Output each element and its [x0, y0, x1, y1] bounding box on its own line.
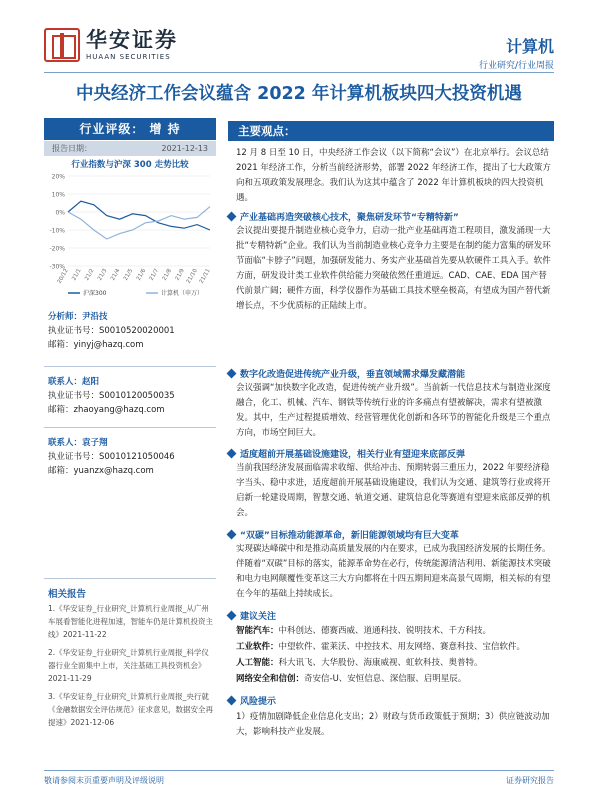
chart-x-tick-label: 21/9 [174, 268, 186, 282]
risk-heading [228, 694, 558, 707]
recommendation-heading [228, 609, 558, 622]
chart-x-tick-label: 21/7 [148, 268, 161, 282]
chart-x-tick-label: 21/8 [161, 268, 174, 282]
company-logo [44, 28, 204, 62]
section-heading-text: “双碳”目标推动能源革命，新旧能源领域均有巨大变革 [240, 531, 459, 541]
report-type: 行业研究/行业周报 [478, 61, 554, 71]
chart-x-tick-label: 21/4 [109, 268, 122, 282]
sector-label: 计算机 [505, 37, 554, 56]
report-date-value: 2021-12-13 [161, 144, 208, 153]
chart-x-tick-label: 21/11 [198, 268, 212, 285]
intro-paragraph: 12 月 8 日至 10 日，中央经济工作会议（以下简称“会议”）在北京举行。会议总结 2021 年经济工作，分析当前经济形势，部署 2022 年经济工作，提出了七大政策方向和五项政策发展理念。我们认为这其中蕴含了 2022 年计算机板块的四大投资机遇。 [236, 148, 551, 203]
contact-name: 袁子翔 [82, 438, 108, 448]
risk-heading-text: 风险提示 [240, 697, 277, 707]
analyst-cert: 执业证书号：S0010520020001 [48, 326, 175, 336]
recommendation-value: 科大讯飞、大华股份、海康威视、虹软科技、奥普特。 [278, 658, 483, 668]
chart-series-line [68, 207, 210, 239]
chart-legend-label: 计算机（申万） [161, 290, 204, 297]
chart-svg [44, 172, 216, 300]
diamond-bullet-icon [227, 212, 237, 222]
footer-report-label: 证券研究报告 [506, 776, 554, 785]
contact-name: 赵阳 [82, 377, 100, 387]
report-date-bar [44, 141, 216, 156]
chart-legend-label: 沪深300 [83, 290, 107, 297]
recommendation-row [236, 656, 556, 671]
contact-cert: 执业证书号：S0010120050035 [48, 391, 175, 401]
analyst-divider [44, 366, 216, 367]
section-body-2: 会议强调“加快数字化改造，促进传统产业升级”。当前新一代信息技术与制造业深度融合，化工、机械、汽车、钢铁等传统行业的许多痛点有望被解决，需求有望被激发。其中，生产过程提质增效、经营管理优化创新和各环节的智能化升级是三个重点方向，市场空间巨大。 [236, 383, 551, 438]
logo-seal-icon [44, 28, 80, 62]
related-divider [44, 578, 216, 579]
section-heading-text: 产业基础再造突破核心技术，聚焦研发环节“专精特新” [240, 213, 459, 223]
diamond-bullet-icon [227, 530, 237, 540]
report-date-label: 报告日期： [52, 144, 92, 153]
analyst-block-2 [48, 375, 218, 417]
analyst-block-1 [48, 310, 218, 352]
chart-x-tick-label: 21/5 [122, 268, 135, 282]
footer-divider [44, 770, 554, 771]
chart-x-tick-label: 21/1 [71, 268, 83, 282]
recommendation-value: 中望软件、霍莱沃、中控技术、用友网络、赛意科技、宝信软件。 [278, 642, 526, 652]
chart-x-tick-label: 21/10 [185, 268, 199, 285]
contact-email: 邮箱：zhaoyang@hazq.com [48, 405, 165, 415]
contact-role: 联系人： [48, 438, 83, 448]
recommendation-key: 工业软件： [236, 642, 279, 652]
section-heading-3 [228, 447, 558, 460]
recommendation-row [236, 640, 556, 655]
recommendation-key: 智能汽车： [236, 626, 279, 636]
chart-x-tick-label: 20/12 [56, 268, 70, 285]
chart-y-tick-label: -20% [49, 245, 65, 253]
recommendation-key: 网络安全和信创： [236, 674, 305, 684]
section-heading-2 [228, 367, 558, 380]
section-heading-4 [228, 528, 558, 541]
analyst-role: 分析师： [48, 312, 83, 322]
chart-x-tick-label: 21/6 [135, 268, 148, 282]
chart-x-tick-label: 21/3 [97, 268, 109, 282]
index-comparison-chart [44, 172, 216, 300]
logo-english-name: HUAAN SECURITIES [86, 53, 171, 61]
chart-y-tick-label: -30% [49, 263, 65, 271]
related-reports-title: 相关报告 [48, 589, 87, 600]
industry-rating: 行业评级： 增 持 [44, 118, 216, 140]
chart-title: 行业指数与沪深 300 走势比较 [71, 160, 189, 170]
section-heading-text: 适度超前开展基础设施建设，相关行业有望迎来底部反弹 [240, 450, 466, 460]
chart-x-tick-label: 21/2 [84, 268, 96, 282]
chart-y-tick-label: 0% [55, 209, 65, 217]
diamond-bullet-icon [227, 696, 237, 706]
recommendation-heading-text: 建议关注 [240, 612, 277, 622]
related-report-item[interactable]: 2.《华安证券_行业研究_计算机行业周报_科学仪器行业全面集中上市，关注基础工具投资机会》2021-11-29 [48, 648, 209, 683]
section-heading-1 [228, 210, 558, 223]
diamond-bullet-icon [227, 611, 237, 621]
key-points-title: 主要观点： [228, 121, 554, 141]
risk-body: 1）疫情加剧降低企业信息化支出；2）财政与货币政策低于预期；3）供应链波动加大，影响科技产业发展。 [236, 712, 550, 737]
section-body-3: 当前我国经济发展面临需求收缩、供给冲击、预期转弱三重压力，2022 年要经济稳字当头、稳中求进，适度超前开展基础设施建设，我们认为交通、建筑等行业或将开启新一轮建设周期，智慧交通、轨道交通、建筑信息化等赛道有望迎来底部反弹的机会。 [236, 463, 551, 518]
section-heading-text: 数字化改造促进传统产业升级，垂直领域需求爆发藏潜能 [240, 370, 466, 380]
analyst-block-3 [48, 436, 218, 478]
header-divider [44, 72, 554, 73]
logo-chinese-name: 华安证券 [86, 27, 178, 52]
chart-y-tick-label: -10% [49, 227, 65, 235]
recommendation-row [236, 672, 556, 687]
diamond-bullet-icon [227, 369, 237, 379]
chart-y-tick-label: 20% [51, 173, 65, 181]
contact-email: 邮箱：yuanzx@hazq.com [48, 466, 154, 476]
recommendation-row [236, 624, 556, 639]
chart-y-tick-label: 10% [51, 191, 65, 199]
recommendation-value: 中科创达、德赛西威、道通科技、锐明技术、千方科技。 [278, 626, 492, 636]
related-reports-list [48, 602, 216, 734]
diamond-bullet-icon [227, 449, 237, 459]
contact-role: 联系人： [48, 377, 83, 387]
contact-cert: 执业证书号：S0010121050046 [48, 452, 175, 462]
footer-disclaimer: 敬请参阅末页重要声明及评级说明 [44, 776, 164, 785]
recommendation-key: 人工智能： [236, 658, 279, 668]
recommendation-value: 奇安信-U、安恒信息、深信服、启明星辰。 [304, 674, 467, 684]
section-body-4: 实现碳达峰碳中和是推动高质量发展的内在要求，已成为我国经济发展的长期任务。伴随着“双碳”目标的落实，能源革命势在必行，传统能源清洁利用、新能源技术突破和电力电网颠覆性变革这三大方向都将在十四五期间迎来高景气周期，相关标的有望在今年的基础上持续成长。 [236, 544, 551, 599]
report-headline: 中央经济工作会议蕴含 2022 年计算机板块四大投资机遇 [76, 84, 522, 104]
related-report-item[interactable]: 3.《华安证券_行业研究_计算机行业周报_央行就《金融数据安全评估规范》征求意见，数据安全再提速》2021-12-06 [48, 692, 213, 727]
analyst-divider [44, 427, 216, 428]
related-report-item[interactable]: 1.《华安证券_行业研究_计算机行业周报_从广州车展看智能化进程加速，智能车仍是计算机投资主线》2021-11-22 [48, 604, 213, 639]
analyst-name: 尹沿技 [82, 312, 108, 322]
section-body-1: 会议提出要提升制造业核心竞争力，启动一批产业基础再造工程项目，激发涌现一大批“专精特新”企业。我们认为当前制造业核心竞争力主要是在制约能力富集的研发环节面临“卡脖子”问题，加强研发能力、务实产业基础首先要从软硬件工具入手。软件方面，研发设计类工业软件供给能力突破依然任重道远。CAD、CAE、EDA 国产替代前景广阔；硬件方面，科学仪器作为基础工具技术壁垒极高，有望成为国产替代新增长点，不少优质标的正陆续上市。 [236, 226, 551, 311]
analyst-email: 邮箱：yinyj@hazq.com [48, 340, 144, 350]
